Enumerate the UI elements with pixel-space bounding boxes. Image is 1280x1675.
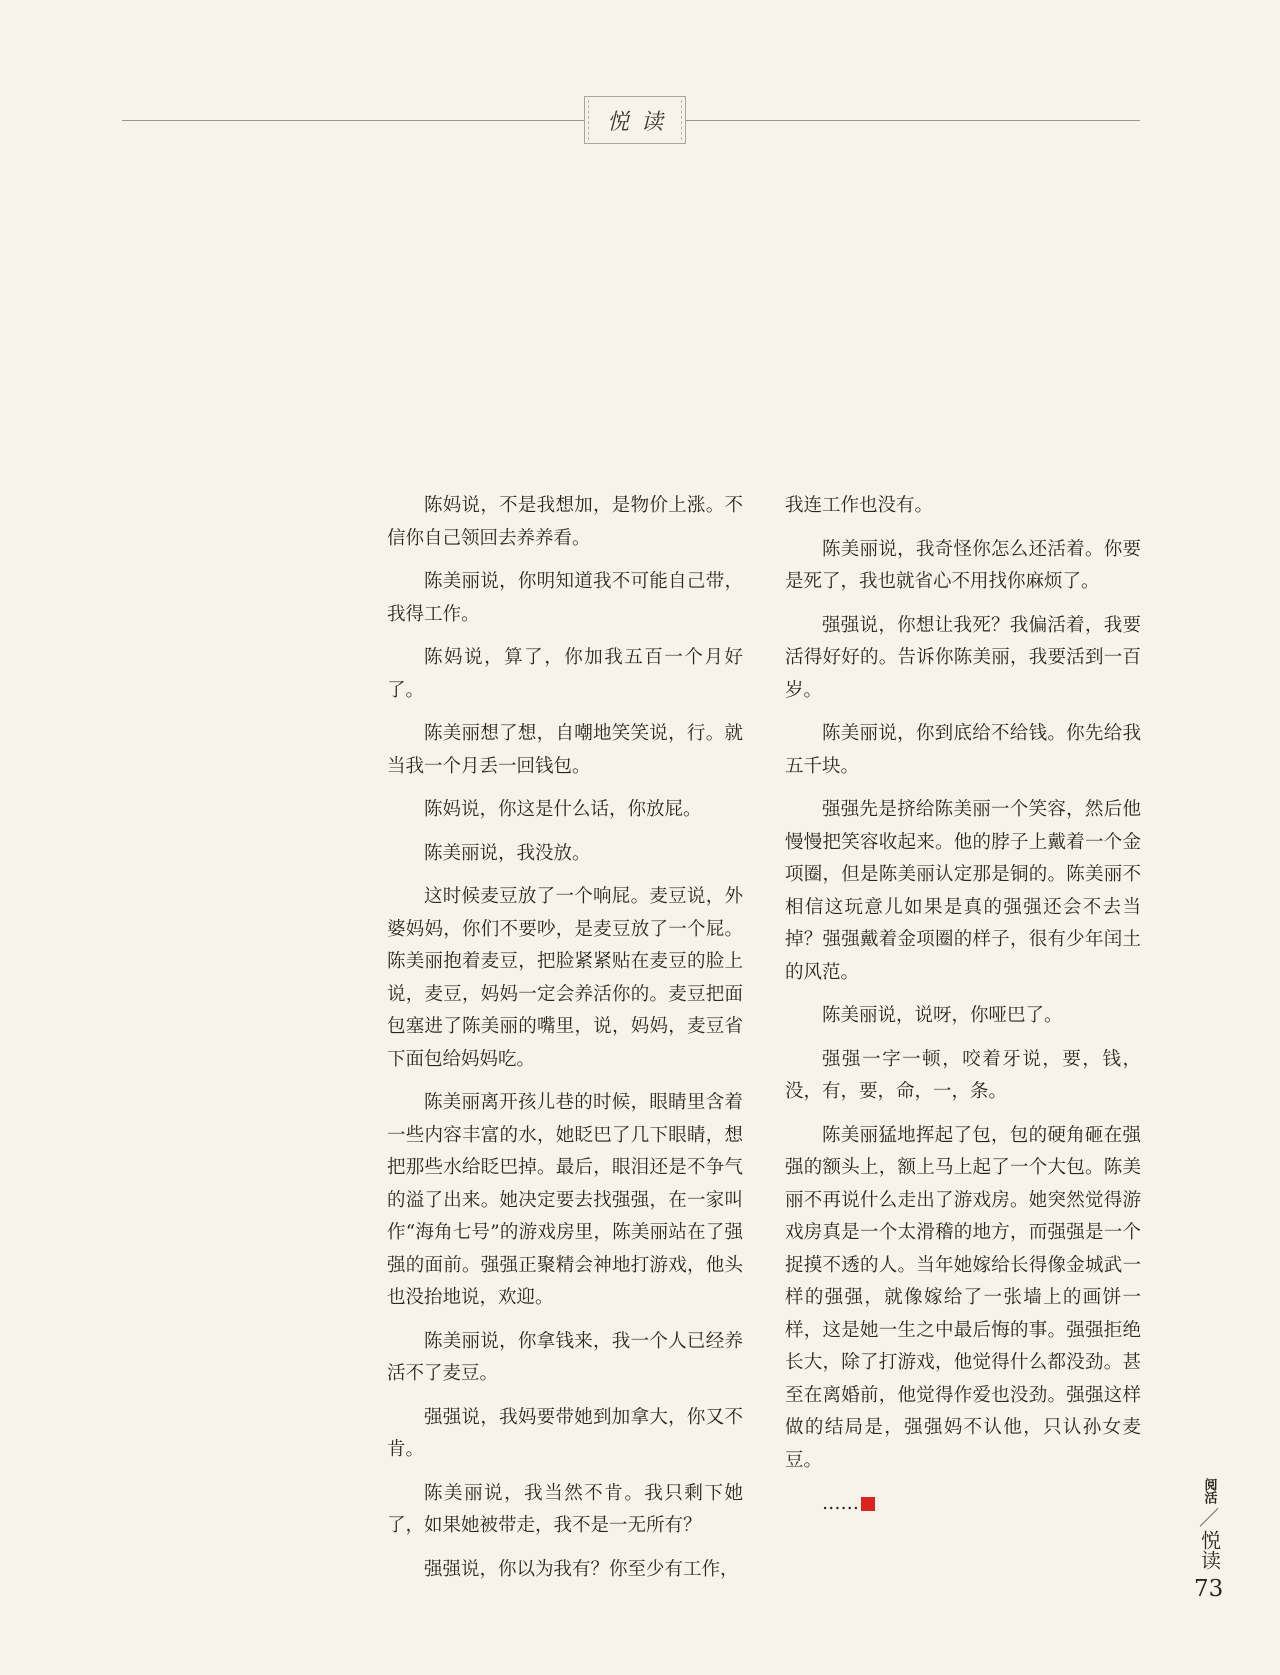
paragraph-continued: 我连工作也没有。 xyxy=(785,495,934,516)
paragraph: 陈美丽离开孩儿巷的时候，眼睛里含着一些内容丰富的水，她眨巴了几下眼睛，想把那些水给眨巴掉。最后，眼泪还是不争气的溢了出来。她决定要去找强强，在一家叫作“海角七号”的游戏房里，陈美丽站在了强强的面前。强强正聚精会神地打游戏，他头也没抬地说，欢迎。 xyxy=(387,1092,743,1308)
paragraph: 陈美丽说，你到底给不给钱。你先给我五千块。 xyxy=(785,723,1141,777)
right-column xyxy=(785,490,1141,1532)
end-mark xyxy=(785,1488,1141,1521)
paragraph: 强强说，你以为我有？你至少有工作， xyxy=(424,1558,739,1580)
header-rule-right xyxy=(686,120,1140,121)
header-rule-left xyxy=(122,120,584,121)
side-label-slash: ／ xyxy=(1199,1506,1219,1530)
paragraph: 陈美丽猛地挥起了包，包的硬角砸在强强的额头上，额上马上起了一个大包。陈美丽不再说什么走出了游戏房。她突然觉得游戏房真是一个太滑稽的地方，而强强是一个捉摸不透的人。当年她嫁给长得像金城武一样的强强，就像嫁给了一张墙上的画饼一样，这是她一生之中最后悔的事。强强拒绝长大，除了打游戏，他觉得什么都没劲。甚至在离婚前，他觉得作爱也没劲。强强这样做的结局是，强强妈不认他，只认孙女麦豆。 xyxy=(785,1124,1141,1471)
paragraph: 陈妈说，你这是什么话，你放屁。 xyxy=(424,799,702,820)
page-number: 73 xyxy=(1194,1576,1224,1602)
paragraph: 强强一字一顿，咬着牙说，要，钱，没，有，要，命，一，条。 xyxy=(785,1048,1141,1102)
paragraph: 陈妈说，算了，你加我五百一个月好了。 xyxy=(387,647,743,701)
paragraph: 强强说，你想让我死？我偏活着，我要活得好好的。告诉你陈美丽，我要活到一百岁。 xyxy=(785,614,1141,701)
paragraph: 陈美丽说，你拿钱来，我一个人已经养活不了麦豆。 xyxy=(387,1330,743,1384)
end-square-icon xyxy=(861,1497,875,1511)
paragraph: 强强先是挤给陈美丽一个笑容，然后他慢慢把笑容收起来。他的脖子上戴着一个金项圈，但是陈美丽认定那是铜的。陈美丽不相信这玩意儿如果是真的强强还会不去当掉？强强戴着金项圈的样子，很有少年闰土的风范。 xyxy=(785,799,1141,983)
ellipsis: …… xyxy=(822,1493,859,1514)
paragraph: 陈妈说，不是我想加，是物价上涨。不信你自己领回去养养看。 xyxy=(387,495,743,549)
paragraph: 陈美丽说，说呀，你哑巴了。 xyxy=(822,1005,1063,1026)
side-label-big: 悦读 xyxy=(1197,1530,1222,1570)
side-section-label xyxy=(1196,1478,1222,1570)
section-header-box xyxy=(584,96,686,144)
section-title: 悦读 xyxy=(606,109,675,135)
paragraph: 这时候麦豆放了一个响屁。麦豆说，外婆妈妈，你们不要吵，是麦豆放了一个屁。陈美丽抱着麦豆，把脸紧紧贴在麦豆的脸上说，麦豆，妈妈一定会养活你的。麦豆把面包塞进了陈美丽的嘴里，说，妈妈，麦豆省下面包给妈妈吃。 xyxy=(387,886,743,1070)
side-label-small: 阅活 xyxy=(1201,1478,1217,1504)
paragraph: 陈美丽想了想，自嘲地笑笑说，行。就当我一个月丢一回钱包。 xyxy=(387,723,743,777)
paragraph: 陈美丽说，我没放。 xyxy=(424,842,591,864)
paragraph: 陈美丽说，你明知道我不可能自己带，我得工作。 xyxy=(387,571,743,625)
left-column xyxy=(387,490,743,1597)
paragraph: 陈美丽说，我奇怪你怎么还活着。你要是死了，我也就省心不用找你麻烦了。 xyxy=(785,538,1141,592)
paragraph: 陈美丽说，我当然不肯。我只剩下她了，如果她被带走，我不是一无所有？ xyxy=(387,1482,743,1536)
paragraph: 强强说，我妈要带她到加拿大，你又不肯。 xyxy=(387,1406,743,1460)
